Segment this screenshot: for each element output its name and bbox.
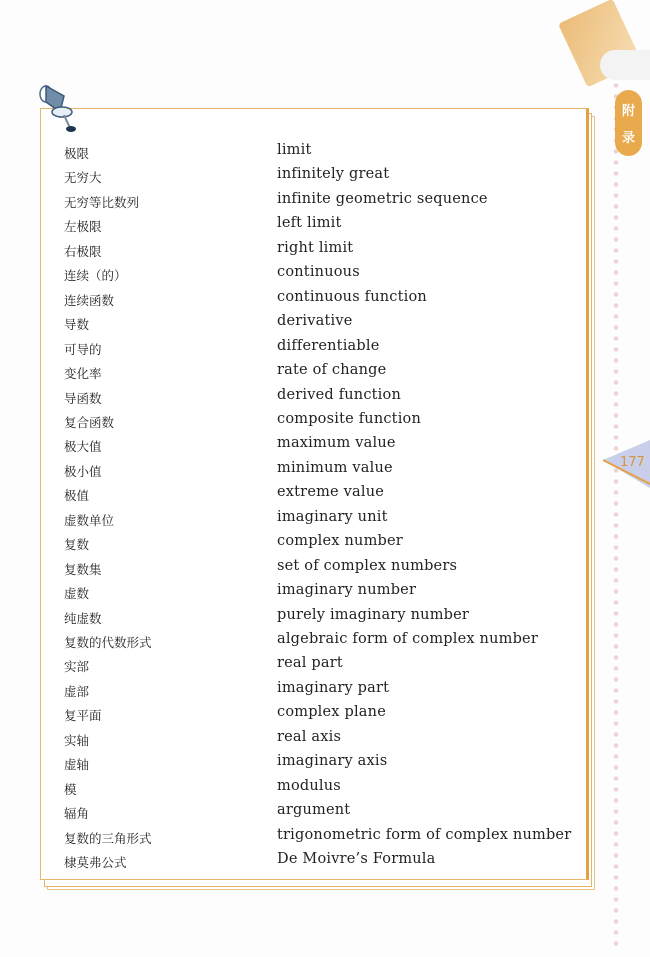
english-term: derived function xyxy=(277,386,401,403)
chinese-term: 极小值 xyxy=(64,463,102,479)
english-term: imaginary number xyxy=(277,582,417,599)
glossary-entry xyxy=(64,239,574,266)
english-term: limit xyxy=(277,142,312,158)
chinese-term: 实部 xyxy=(64,659,90,675)
english-term: complex number xyxy=(277,533,403,550)
english-term: set of complex numbers xyxy=(277,557,458,574)
side-tab-char: 附 xyxy=(621,104,635,119)
chinese-term: 连续函数 xyxy=(64,292,115,308)
glossary-entry xyxy=(64,486,574,510)
glossary-entry xyxy=(64,437,574,461)
english-term: imaginary unit xyxy=(277,508,388,525)
glossary-entry xyxy=(64,459,574,486)
chinese-term: 复数集 xyxy=(64,561,102,577)
glossary-entry xyxy=(64,144,574,168)
glossary-entry xyxy=(64,826,574,853)
chinese-term: 虚部 xyxy=(64,683,90,699)
english-term: minimum value xyxy=(277,459,393,476)
glossary-entry xyxy=(64,535,574,559)
english-term: modulus xyxy=(277,777,341,794)
glossary-entry xyxy=(64,706,574,730)
chinese-term: 虚数单位 xyxy=(64,512,115,528)
glossary-entry xyxy=(64,217,574,241)
glossary-entry xyxy=(64,657,574,681)
english-term: trigonometric form of complex number xyxy=(277,826,572,843)
chinese-term: 左极限 xyxy=(64,219,102,235)
chinese-term: 棣莫弗公式 xyxy=(64,855,127,871)
chinese-term: 实轴 xyxy=(64,732,90,748)
chinese-term: 纯虚数 xyxy=(64,610,102,626)
chinese-term: 辐角 xyxy=(64,806,90,822)
glossary-entry xyxy=(64,853,574,877)
english-term: composite function xyxy=(277,410,422,427)
english-term: complex plane xyxy=(277,704,386,721)
english-term: maximum value xyxy=(277,435,396,452)
dotted-margin-line xyxy=(613,80,619,950)
english-term: argument xyxy=(277,802,351,819)
english-term: imaginary axis xyxy=(277,753,388,770)
glossary-entry xyxy=(64,606,574,633)
english-term: derivative xyxy=(277,313,353,330)
chinese-term: 连续（的） xyxy=(64,268,127,284)
english-term: De Moivre’s Formula xyxy=(277,851,436,868)
chinese-term: 复数 xyxy=(64,537,90,553)
chinese-term: 虚数 xyxy=(64,586,90,602)
page-number: 177 xyxy=(620,455,645,470)
chinese-term: 无穷等比数列 xyxy=(64,194,140,210)
glossary-entry xyxy=(64,557,574,584)
english-term: left limit xyxy=(277,215,342,232)
chinese-term: 模 xyxy=(64,781,77,797)
glossary-entry xyxy=(64,633,574,657)
chinese-term: 复数的三角形式 xyxy=(64,830,152,846)
glossary-entry xyxy=(64,190,574,217)
chinese-term: 导数 xyxy=(64,317,90,333)
chinese-term: 极大值 xyxy=(64,439,102,455)
chinese-term: 虚轴 xyxy=(64,757,90,773)
glossary-entry xyxy=(64,804,574,828)
chinese-term: 极值 xyxy=(64,488,90,504)
english-term: continuous function xyxy=(277,288,427,305)
chinese-term: 复平面 xyxy=(64,708,102,724)
english-term: real part xyxy=(277,655,343,672)
appendix-side-tab xyxy=(615,90,642,156)
glossary-entry xyxy=(64,288,574,315)
english-term: infinite geometric sequence xyxy=(277,190,488,207)
glossary-entry xyxy=(64,337,574,364)
chinese-term: 变化率 xyxy=(64,366,102,382)
english-term: differentiable xyxy=(277,337,380,354)
side-tab-char: 录 xyxy=(621,131,635,146)
glossary-entry xyxy=(64,386,574,413)
pushpin-icon xyxy=(38,82,84,134)
glossary-entry xyxy=(64,777,574,804)
english-term: algebraic form of complex number xyxy=(277,631,538,647)
english-term: real axis xyxy=(277,728,342,745)
chinese-term: 无穷大 xyxy=(64,170,102,186)
glossary-entry xyxy=(64,315,574,339)
glossary-entry xyxy=(64,584,574,608)
english-term: extreme value xyxy=(277,484,385,501)
glossary-entry xyxy=(64,168,574,192)
chinese-term: 右极限 xyxy=(64,243,102,259)
chinese-term: 导函数 xyxy=(64,390,102,406)
glossary-entry xyxy=(64,679,574,706)
glossary-entry xyxy=(64,364,574,388)
chinese-term: 可导的 xyxy=(64,341,102,357)
chinese-term: 复数的代数形式 xyxy=(64,635,152,650)
english-term: rate of change xyxy=(277,362,387,379)
glossary-entry xyxy=(64,410,574,437)
glossary-entry xyxy=(64,755,574,779)
english-term: infinitely great xyxy=(277,166,390,183)
chinese-term: 极限 xyxy=(64,146,90,161)
glossary-entry xyxy=(64,728,574,755)
english-term: right limit xyxy=(277,239,354,256)
english-term: imaginary part xyxy=(277,679,390,696)
glossary-entry xyxy=(64,508,574,535)
glossary-entry xyxy=(64,266,574,290)
chinese-term: 复合函数 xyxy=(64,414,115,430)
decorative-corner-curl xyxy=(600,50,650,80)
english-term: purely imaginary number xyxy=(277,606,470,623)
english-term: continuous xyxy=(277,264,360,281)
